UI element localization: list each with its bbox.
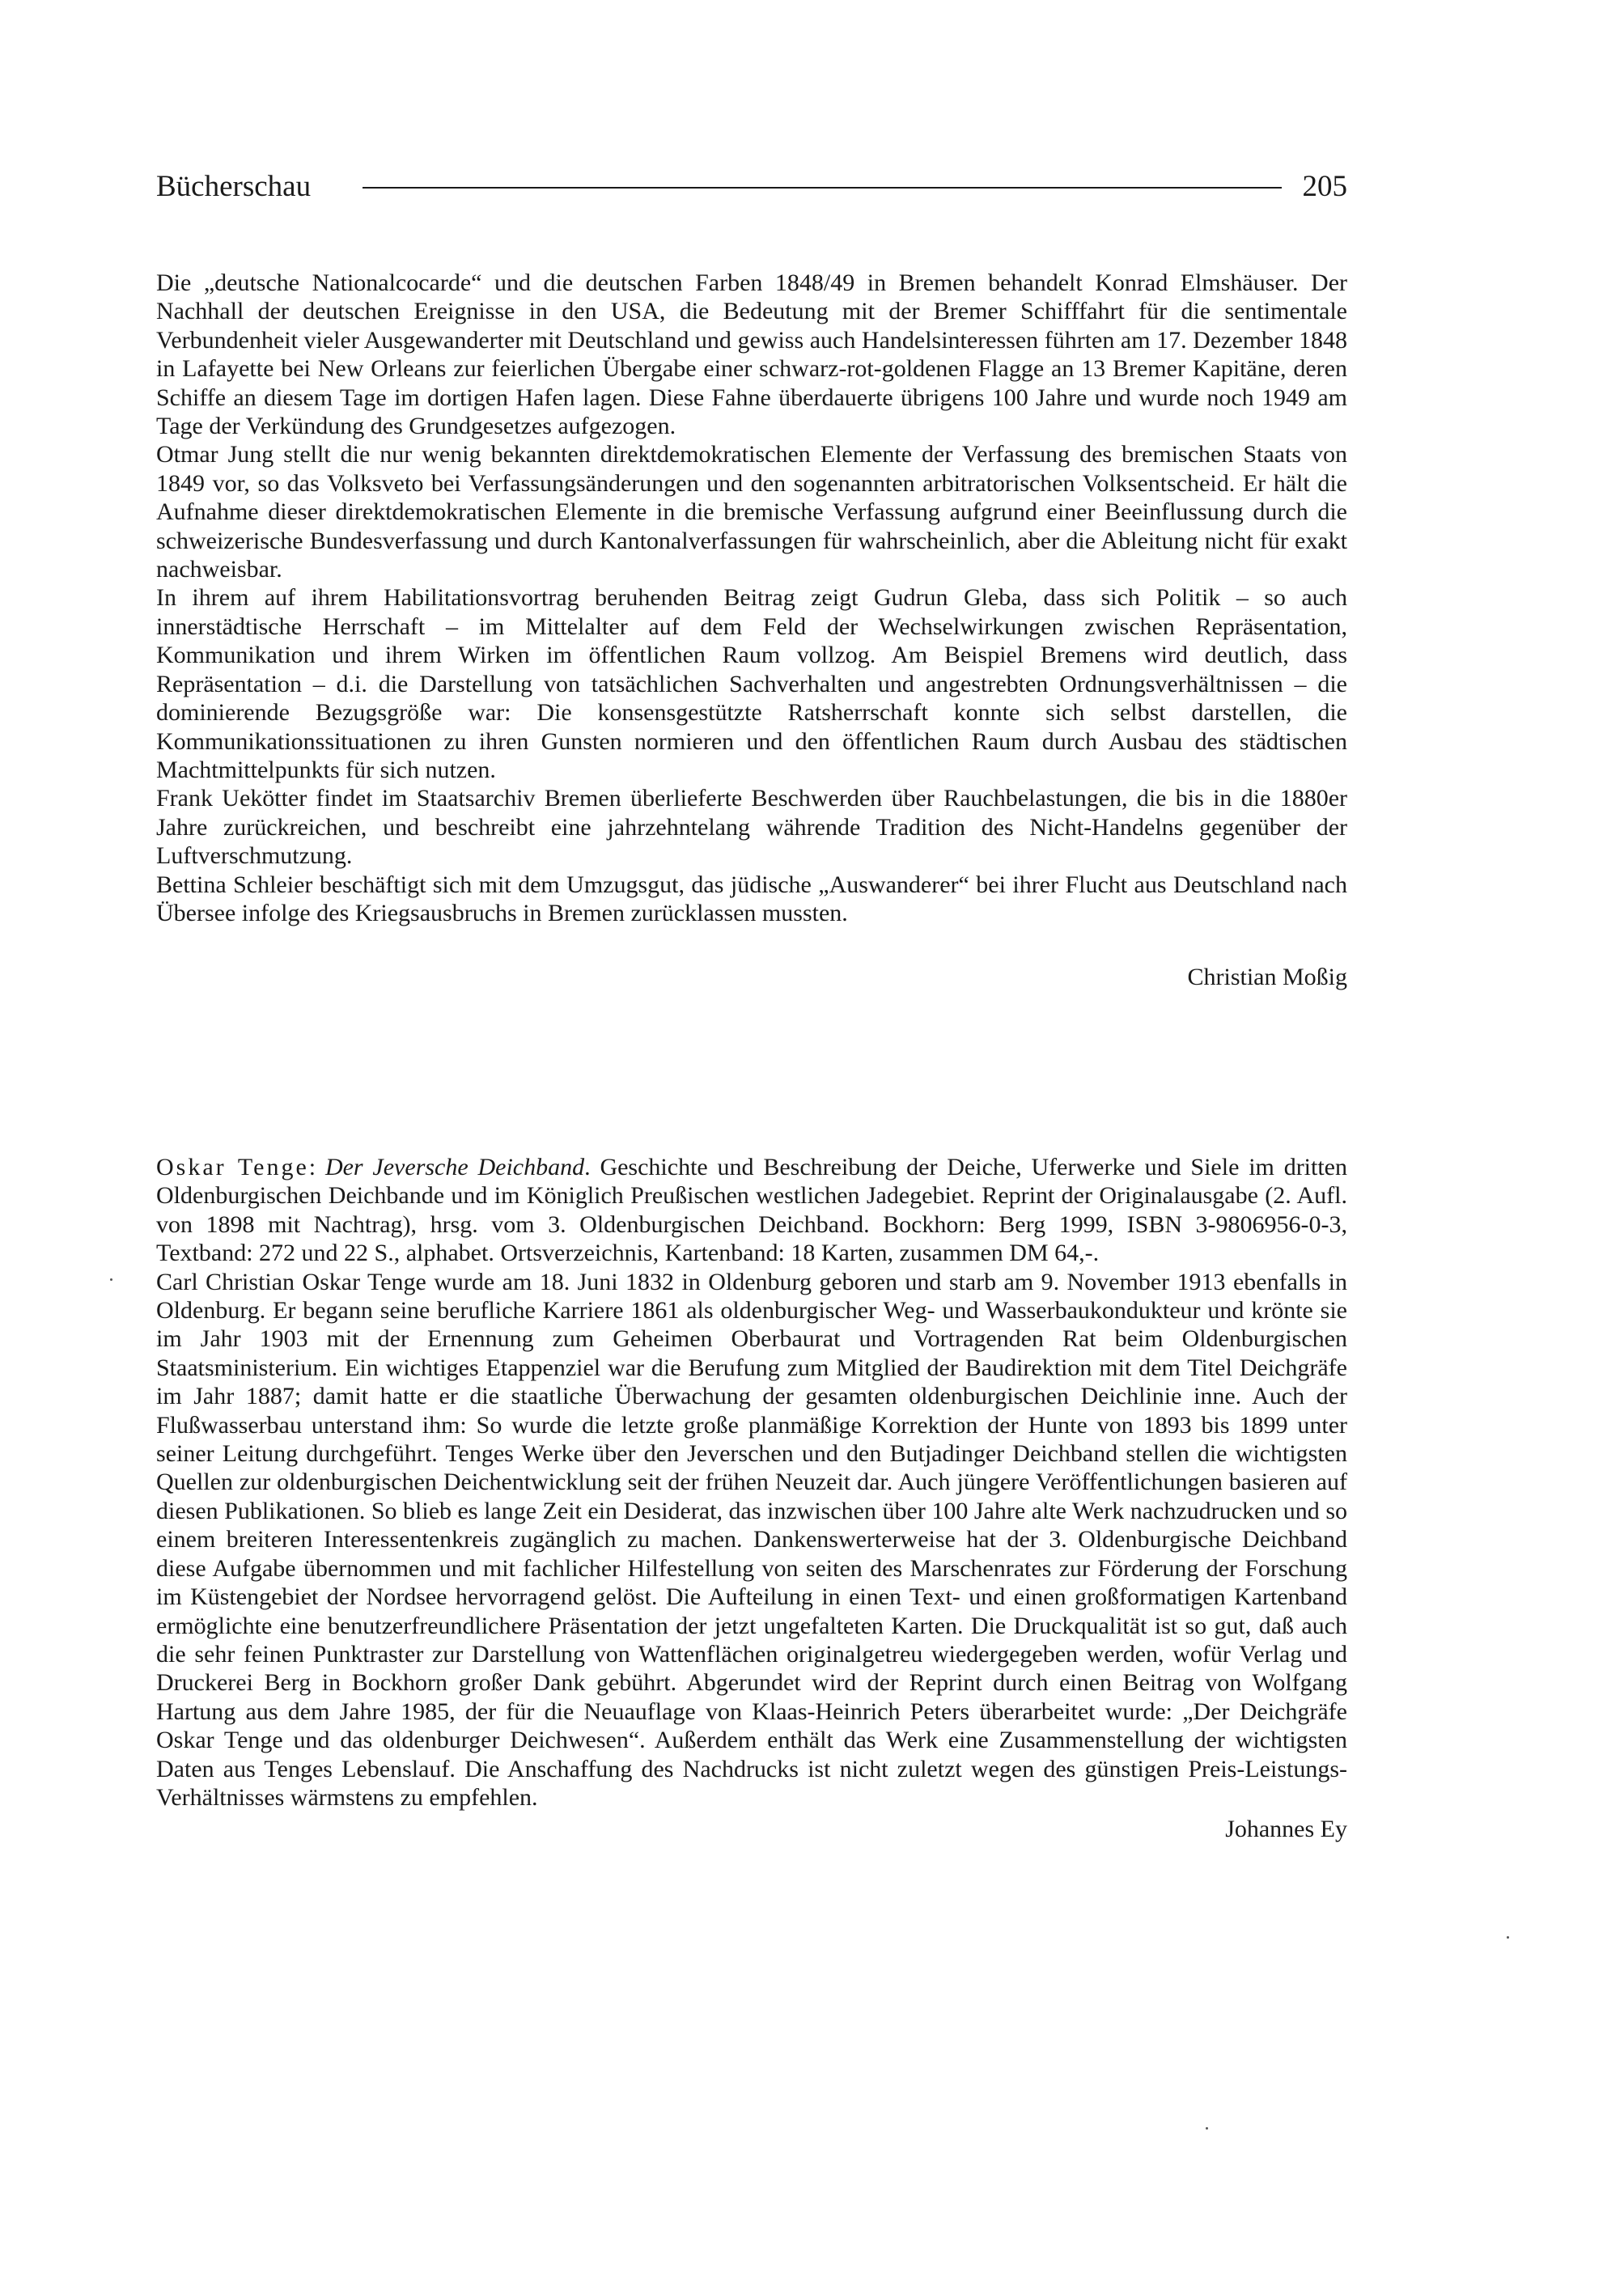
citation-title: Der Jeversche Deichband	[324, 1154, 585, 1180]
paragraph-repraesentation: In ihrem auf ihrem Habilitationsvortrag beruhenden Beitrag zeigt Gudrun Gleba, dass sich Politik – so auch innerstädtische Herrschaft – im Mittelalter auf dem Feld der Wechselwirkungen zwischen Repräsentation, Kommunikation und ihrem Wirken im öffentlichen Raum vollzog. Am Beispiel Bremens wird deutlich, dass Repräsentation – d.i. die Darstellung von tatsächlichen Sachverhalten und angestrebten Ordnungsverhältnissen – die dominierende Bezugsgröße war: Die konsensgestützte Ratsherrschaft konnte sich selbst darstellen, die Kommunikationssituationen zu ihren Gunsten normieren und den öffentlichen Raum durch Ausbau des städtischen Machtmittelpunkts für sich nutzen.	[156, 584, 1347, 783]
paragraph-verfassung: Otmar Jung stellt die nur wenig bekannten direktdemokratischen Elemente der Verfassung des bremischen Staats von 1849 vor, so das Volksveto bei Verfassungsänderungen und den sogenannten arbitratorischen Volksentscheid. Er hält die Aufnahme dieser direktdemokratischen Elemente in die bremische Verfassung aufgrund einer Beeinflussung durch die schweizerische Bundesverfassung und durch Kantonalverfassungen für wahrscheinlich, aber die Ableitung nicht für exakt nachweisbar.	[156, 441, 1347, 583]
citation-separator: :	[308, 1154, 325, 1180]
paragraph-rauchbelastungen: Frank Uekötter findet im Staatsarchiv Bremen überlieferte Beschwerden über Rauchbelastungen, die bis in die 1880er Jahre zurückreichen, und beschreibt eine jahrzehntelang währende Tradition des Nicht-Handelns gegenüber der Luftverschmutzung.	[156, 785, 1347, 870]
review-body: Carl Christian Oskar Tenge wurde am 18. Juni 1832 in Oldenburg geboren und starb am 9. November 1913 ebenfalls in Oldenburg. Er begann seine berufliche Karriere 1861 als oldenburgischer Weg- und Wasserbaukondukteur und krönte sie im Jahr 1903 mit der Ernennung zum Geheimen Oberbaurat und Vortragenden Rat beim Oldenburgischen Staatsministerium. Ein wichtiges Etappenziel war die Berufung zum Mitglied der Baudirektion mit dem Titel Deichgräfe im Jahr 1887; damit hatte er die staatliche Überwachung der gesamten oldenburgischen Deichlinie inne. Auch der Flußwasserbau unterstand ihm: So wurde die letzte große planmäßige Korrektion der Hunte von 1893 bis 1899 unter seiner Leitung durchgeführt. Tenges Werke über den Jeverschen und den Butjadinger Deichband stellen die wichtigsten Quellen zur oldenburgischen Deichentwicklung seit der frühen Neuzeit dar. Auch jüngere Veröffentlichungen basieren auf diesen Publikationen. So blieb es lange Zeit ein Desiderat, das inzwischen über 100 Jahre alte Werk nachzudrucken und so einem breiteren Interessentenkreis zugänglich zu machen. Dankenswerterweise hat der 3. Oldenburgische Deichband diese Aufgabe übernommen und mit fachlicher Hilfestellung von seiten des Marschenrates zur Förderung der Forschung im Küstengebiet der Nordsee hervorragend gelöst. Die Aufteilung in einen Text- und einen großformatigen Kartenband ermöglichte eine benutzerfreundlichere Präsentation der jetzt ungefalteten Karten. Die Druckqualität ist so gut, daß auch die sehr feinen Punktraster zur Darstellung von Wattenflächen originalgetreu wiedergegeben werden, wofür Verlag und Druckerei Berg in Bockhorn großer Dank gebührt. Abgerundet wird der Reprint durch einen Beitrag von Wolfgang Hartung aus dem Jahre 1985, der für die Neuauflage von Klaas-Heinrich Peters überarbeitet wurde: „Der Deichgräfe Oskar Tenge und das oldenburger Deichwesen“. Außerdem enthält das Werk eine Zusammenstellung der wichtigsten Daten aus Tenges Lebenslauf. Die Anschaffung des Nachdrucks ist nicht zuletzt wegen des günstigen Preis-Leistungs-Verhältnisses wärmstens zu empfehlen.	[156, 1268, 1347, 1811]
running-head	[156, 167, 1347, 206]
paragraph-nationalcocarde: Die „deutsche Nationalcocarde“ und die deutschen Farben 1848/49 in Bremen behandelt Konrad Elmshäuser. Der Nachhall der deutschen Ereignisse in den USA, die Bedeutung mit der Bremer Schifffahrt für die sentimentale Verbundenheit vieler Ausgewanderter mit Deutschland und gewiss auch Handelsinteressen führten am 17. Dezember 1848 in Lafayette bei New Orleans zur feierlichen Übergabe einer schwarz-rot-goldenen Flagge an 13 Bremer Kapitäne, deren Schiffe an diesem Tage im dortigen Hafen lagen. Diese Fahne überdauerte übrigens 100 Jahre und wurde noch 1949 am Tage der Verkündung des Grundgesetzes aufgezogen.	[156, 269, 1347, 440]
paragraph-umzugsgut: Bettina Schleier beschäftigt sich mit dem Umzugsgut, das jüdische „Auswanderer“ bei ihrer Flucht aus Deutschland nach Übersee infolge des Kriegsausbruchs in Bremen zurücklassen mussten.	[156, 871, 1347, 926]
reviewer-signature: Christian Moßig	[1187, 964, 1347, 991]
citation-details: . Geschichte und Beschreibung der Deiche, Uferwerke und Siele im dritten Oldenburgischen Deichbande und im Königlich Preußischen westlichen Jadegebiet. Reprint der Originalausgabe (2. Aufl. von 1898 mit Nachtrag), hrsg. vom 3. Oldenburgischen Deichband. Bockhorn: Berg 1999, ISBN 3-9806956-0-3, Textband: 272 und 22 S., alphabet. Ortsverzeichnis, Kartenband: 18 Karten, zusammen DM 64,-.	[156, 1154, 1347, 1267]
header-rule	[363, 187, 1281, 189]
review-continued	[156, 269, 1347, 992]
reviewer-signature: Johannes Ey	[1225, 1816, 1347, 1843]
scan-speck	[1206, 2127, 1208, 2130]
citation-author: Oskar Tenge	[156, 1154, 309, 1180]
book-citation	[156, 1153, 1347, 1268]
page-number: 205	[1302, 169, 1347, 203]
scan-speck	[1507, 1936, 1509, 1939]
section-title: Bücherschau	[156, 169, 312, 203]
scan-speck	[110, 1278, 112, 1281]
review-tenge	[156, 1153, 1347, 1844]
